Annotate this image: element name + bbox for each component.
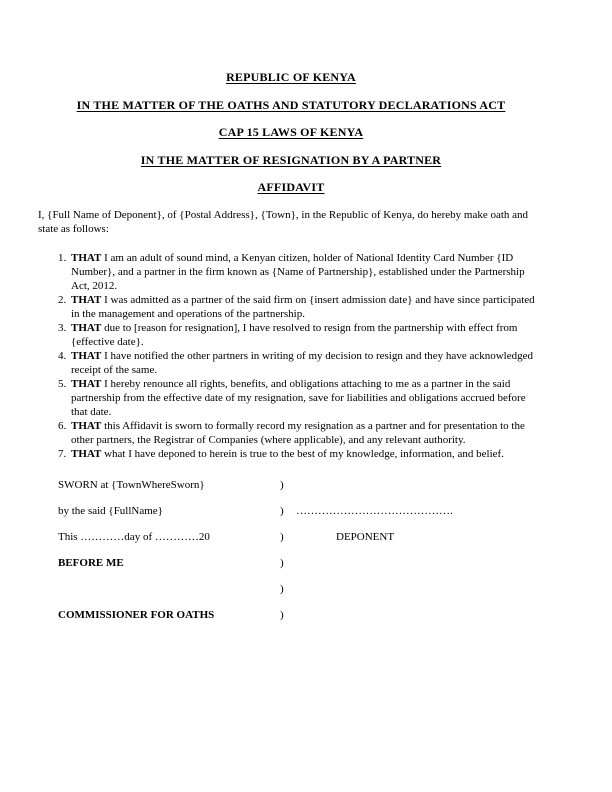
clause-number: 3.: [58, 322, 67, 334]
clause-lead: THAT: [71, 378, 102, 390]
clause-item-2: [58, 293, 544, 321]
jurat-label: SWORN at {TownWhereSworn}: [58, 479, 205, 491]
heading-affidavit: AFFIDAVIT: [257, 180, 325, 194]
intro-paragraph: I, {Full Name of Deponent}, of {Postal Address}, {Town}, in the Republic of Kenya, do hereby make oath and state as follows:: [38, 209, 529, 235]
jurat-paren: ): [280, 557, 284, 569]
clause-number: 2.: [58, 294, 67, 306]
clause-lead: THAT: [71, 322, 102, 334]
jurat-paren: ): [280, 505, 284, 517]
clause-body: I was admitted as a partner of the said firm on {insert admission date} and have since participated in the management and operations of the partnership.: [71, 294, 535, 320]
jurat-paren: ): [280, 479, 284, 491]
clause-number: 7.: [58, 448, 67, 460]
clause-lead: THAT: [71, 350, 102, 362]
clause-text: [71, 251, 544, 293]
clause-item-7: [58, 447, 544, 461]
clause-text: [71, 447, 544, 461]
jurat-label: BEFORE ME: [58, 557, 124, 569]
jurat-row-date: [58, 531, 544, 544]
jurat-right: [296, 609, 544, 622]
clause-item-3: [58, 321, 544, 349]
clause-text: [71, 377, 544, 419]
jurat-paren: ): [280, 583, 284, 595]
deponent-label: DEPONENT: [336, 531, 395, 543]
jurat-paren: ): [280, 609, 284, 621]
clause-item-4: [58, 349, 544, 377]
clause-body: what I have deponed to herein is true to the best of my knowledge, information, and belief.: [101, 448, 504, 460]
clause-lead: THAT: [71, 420, 102, 432]
jurat-right: [296, 557, 544, 570]
clause-lead: THAT: [71, 252, 102, 264]
clause-body: I hereby renounce all rights, benefits, and obligations attaching to me as a partner in the said partnership from the effective date of my resignation, save for liabilities and obligations accrued before that date.: [71, 378, 526, 418]
jurat-row-before-me: [58, 557, 544, 570]
clause-body: I have notified the other partners in writing of my decision to resign and they have acknowledged receipt of the same.: [71, 350, 533, 376]
clause-list: [58, 251, 544, 461]
heading-oaths-act: IN THE MATTER OF THE OATHS AND STATUTORY DECLARATIONS ACT: [76, 97, 506, 112]
jurat-row-blank: [58, 583, 544, 596]
clause-number: 4.: [58, 350, 67, 362]
clause-text: [71, 293, 544, 321]
clause-text: [71, 349, 544, 377]
clause-item-6: [58, 419, 544, 447]
heading-resignation-matter: IN THE MATTER OF RESIGNATION BY A PARTNER: [140, 152, 442, 167]
clause-lead: THAT: [71, 448, 102, 460]
jurat-label: COMMISSIONER FOR OATHS: [58, 609, 215, 621]
clause-body: this Affidavit is sworn to formally record my resignation as a partner and for presentation to the other partners, the Registrar of Companies (where applicable), and any relevant authority.: [71, 420, 525, 446]
clause-number: 1.: [58, 252, 67, 264]
jurat-row-commissioner: [58, 609, 544, 622]
clause-text: [71, 321, 544, 349]
heading-republic-of-kenya: REPUBLIC OF KENYA: [226, 70, 356, 84]
jurat-row-by-the-said: [58, 505, 544, 518]
clause-item-1: [58, 251, 544, 293]
signature-dotted-line: …………………………………….: [296, 505, 453, 517]
clause-number: 6.: [58, 420, 67, 432]
jurat-right: [296, 479, 544, 492]
clause-text: [71, 419, 544, 447]
clause-body: due to [reason for resignation], I have resolved to resign from the partnership with effect from {effective date}.: [71, 322, 518, 348]
jurat-paren: ): [280, 531, 284, 543]
clause-item-5: [58, 377, 544, 419]
jurat-right: [296, 583, 544, 596]
jurat-label: by the said {FullName}: [58, 505, 163, 517]
jurat-label: This …………day of …………20: [58, 531, 210, 543]
heading-cap-15: CAP 15 LAWS OF KENYA: [218, 125, 364, 139]
clause-number: 5.: [58, 378, 67, 390]
jurat-label: [58, 583, 280, 596]
clause-body: I am an adult of sound mind, a Kenyan citizen, holder of National Identity Card Number {ID Number}, and a partner in the firm known as {Name of Partnership}, established under the Partnership Act, 2012.: [71, 252, 525, 292]
clause-lead: THAT: [71, 294, 102, 306]
jurat-row-sworn-at: [58, 479, 544, 492]
jurat-block: [58, 479, 544, 622]
